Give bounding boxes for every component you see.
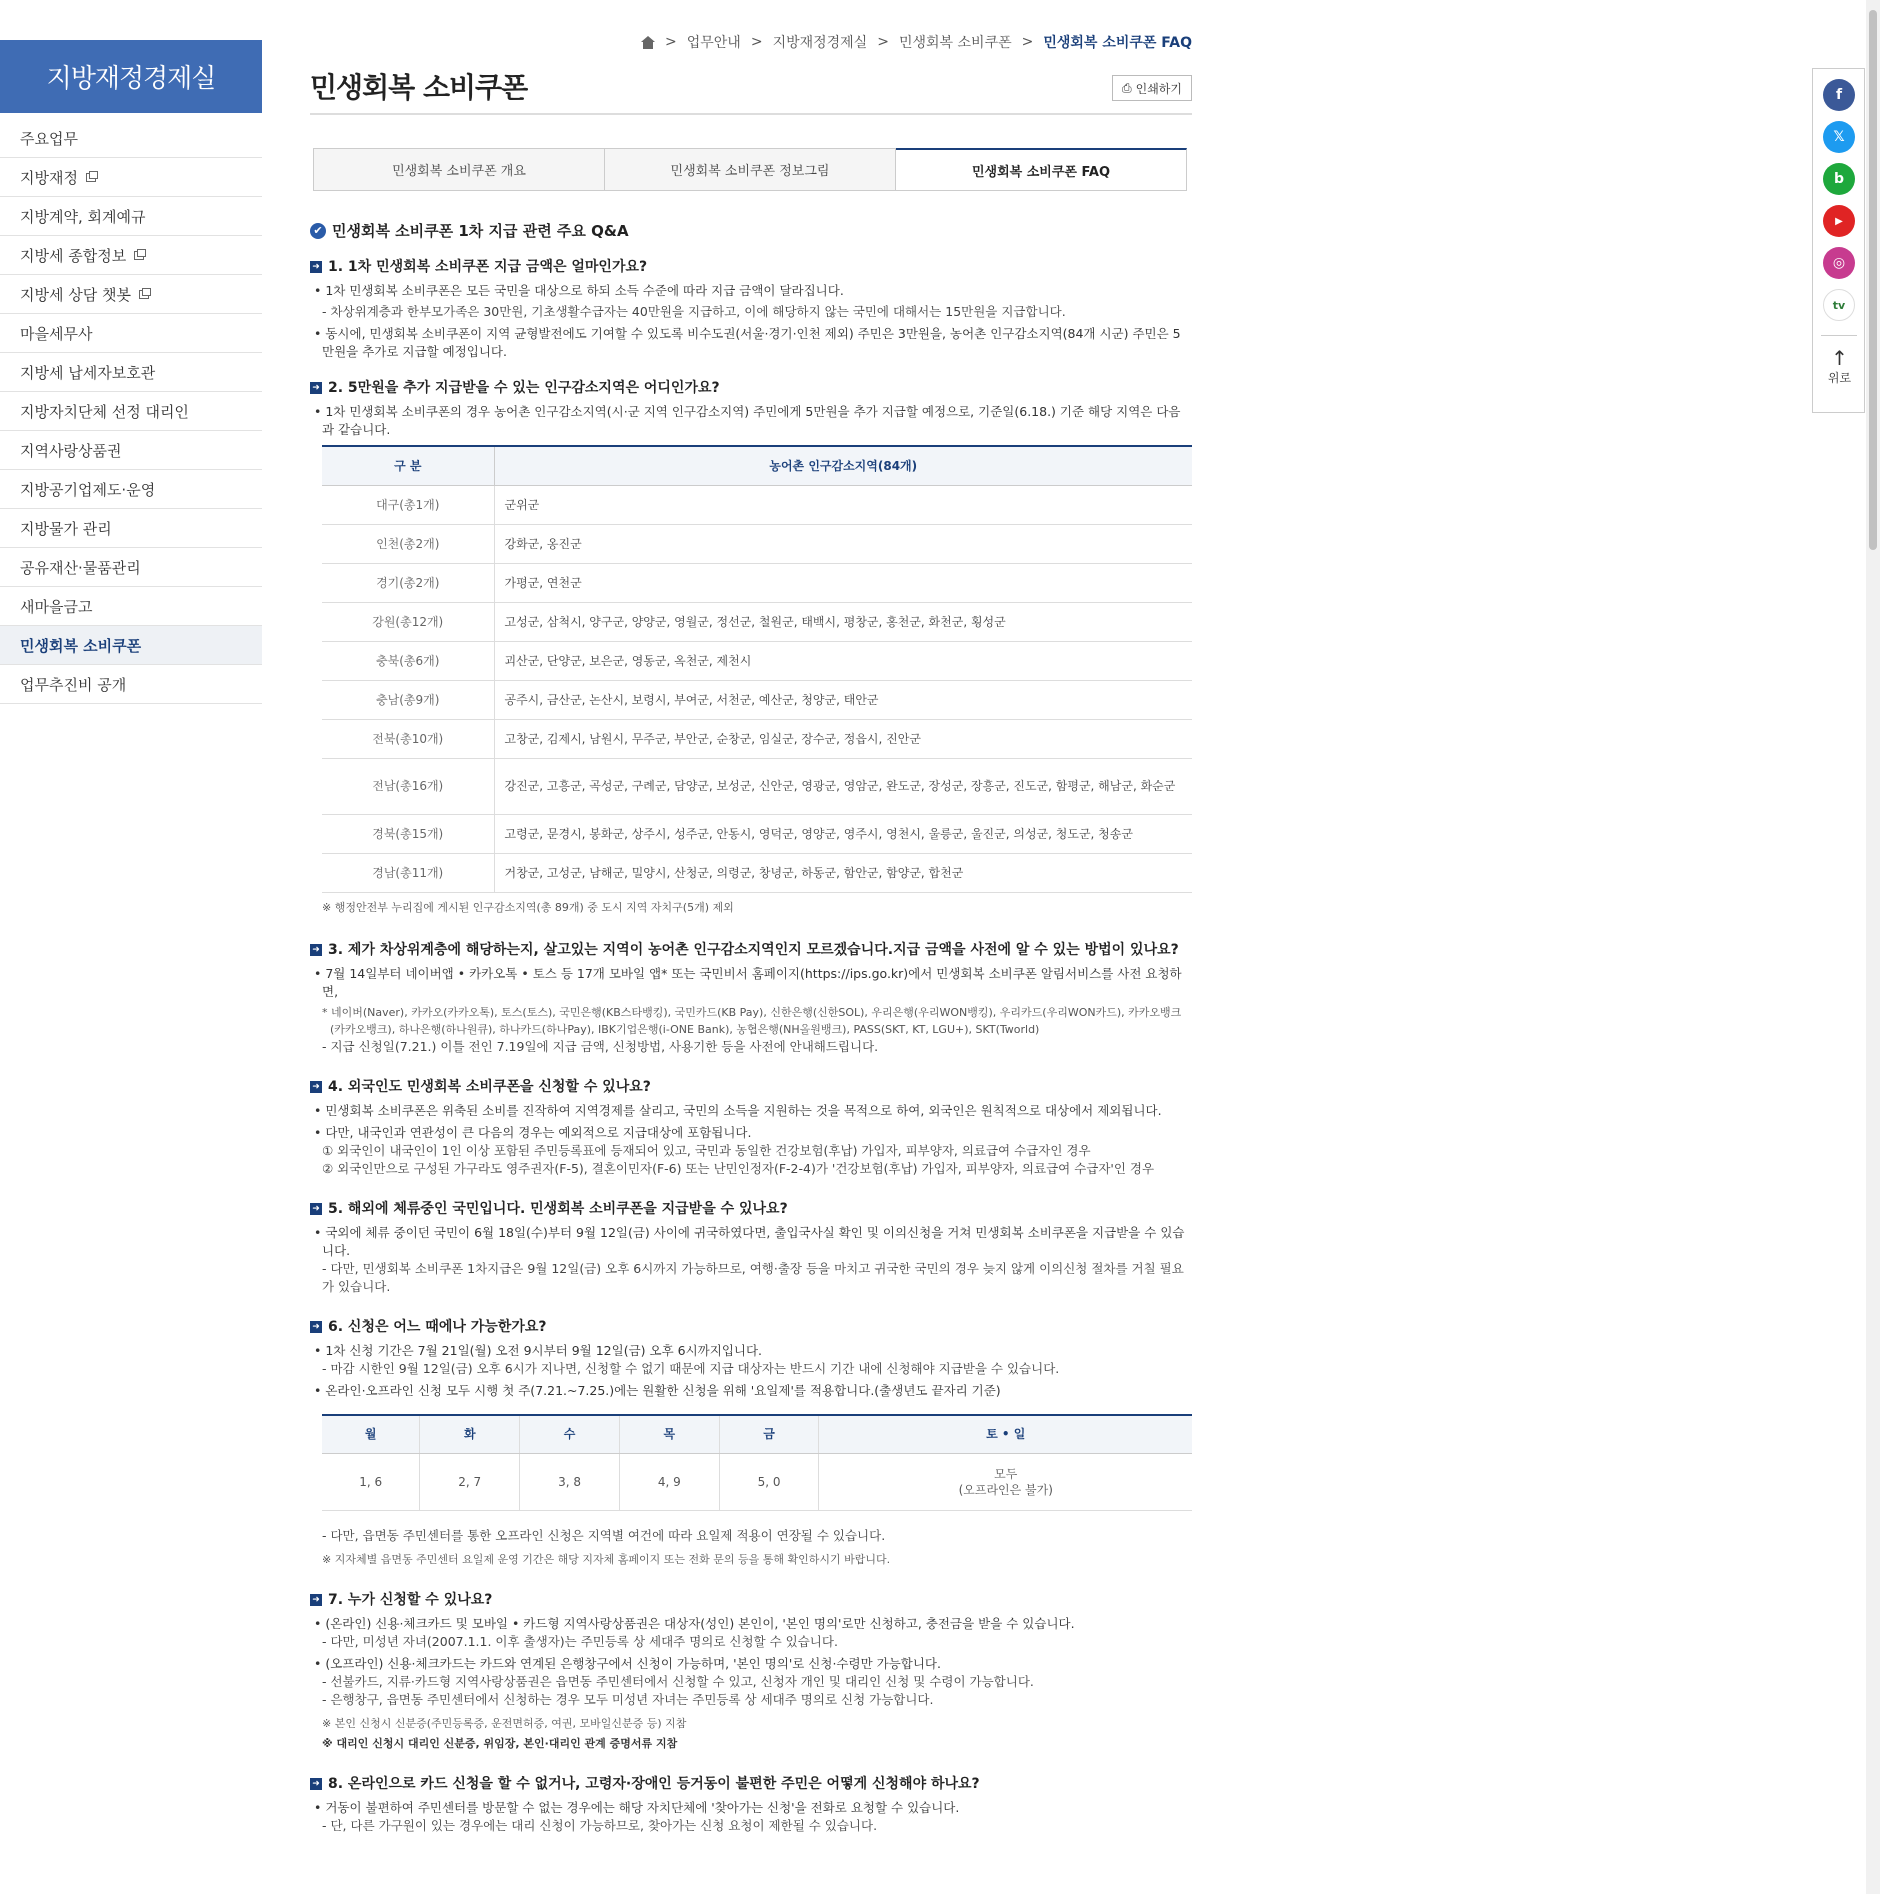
question-4 bbox=[310, 1078, 1192, 1096]
table-row bbox=[322, 1454, 1192, 1511]
sidebar-item-label: 지방계약, 회계예규 bbox=[20, 207, 146, 226]
column-header: 구 분 bbox=[322, 446, 494, 485]
question-title: 5. 해외에 체류중인 국민입니다. 민생회복 소비쿠폰을 지급받을 수 있나요? bbox=[328, 1200, 788, 1217]
column-header: 수 bbox=[520, 1415, 620, 1454]
instagram-glyph: ◎ bbox=[1832, 255, 1846, 271]
sidebar-item-agent[interactable] bbox=[0, 392, 262, 431]
x-twitter-icon[interactable] bbox=[1823, 121, 1855, 153]
region-list: 군위군 bbox=[494, 485, 1192, 524]
answer-subtext: - 다만, 민생회복 소비쿠폰 1차지급은 9월 12일(금) 오후 6시까지 가능하므로, 여행·출장 등을 마치고 귀국한 국민의 경우 늦지 않게 이의신청 절차를 거칠 필요가 있습니다. bbox=[322, 1260, 1184, 1294]
printer-icon: ⎙ bbox=[1122, 80, 1132, 95]
answer-subtext: ② 외국인만으로 구성된 가구라도 영주권자(F-5), 결혼이민자(F-6) 또는 난민인정자(F-2-4)가 '건강보험(후납) 가입자, 피부양자, 의료급여 수급자'인 경우 bbox=[322, 1160, 1155, 1176]
arrow-box-icon: ➜ bbox=[310, 1321, 322, 1333]
question-title: 1. 1차 민생회복 소비쿠폰 지급 금액은 얼마인가요? bbox=[328, 259, 648, 275]
blog-icon[interactable] bbox=[1823, 163, 1855, 195]
region-name: 경북(총15개) bbox=[322, 814, 494, 853]
question-title: 4. 외국인도 민생회복 소비쿠폰을 신청할 수 있나요? bbox=[328, 1078, 651, 1095]
print-label: 인쇄하기 bbox=[1135, 81, 1182, 96]
breadcrumb-item[interactable]: 민생회복 소비쿠폰 bbox=[898, 35, 1012, 51]
arrow-box-icon: ➜ bbox=[310, 261, 322, 273]
region-list: 고령군, 문경시, 봉화군, 상주시, 성주군, 안동시, 영덕군, 영양군, 영주시, 영천시, 울릉군, 울진군, 의성군, 청도군, 청송군 bbox=[494, 814, 1192, 853]
arrow-box-icon: ➜ bbox=[310, 944, 322, 956]
answer-text: • 1차 민생회복 소비쿠폰은 모든 국민을 대상으로 하되 소득 수준에 따라 지급 금액이 달라집니다. bbox=[314, 283, 844, 298]
scroll-top-label: 위로 bbox=[1827, 371, 1852, 385]
print-button[interactable] bbox=[1112, 75, 1192, 101]
tv-icon[interactable] bbox=[1823, 289, 1855, 321]
scrollbar-thumb[interactable] bbox=[1869, 10, 1877, 550]
sidebar-item-local-finance[interactable] bbox=[0, 158, 262, 197]
region-list: 강진군, 고흥군, 곡성군, 구례군, 담양군, 보성군, 신안군, 영광군, 영암군, 완도군, 장성군, 장흥군, 진도군, 함평군, 해남군, 화순군 bbox=[494, 758, 1192, 814]
sidebar bbox=[0, 40, 262, 704]
answer-subtext: ① 외국인이 내국인이 1인 이상 포함된 주민등록표에 등재되어 있고, 국민과 동일한 건강보험(후납) 가입자, 피부양자, 의료급여 수급자인 경우 bbox=[322, 1142, 1091, 1158]
region-list: 강화군, 옹진군 bbox=[494, 524, 1192, 563]
sidebar-item-label: 지방자치단체 선정 대리인 bbox=[20, 402, 189, 421]
sidebar-item-label: 민생회복 소비쿠폰 bbox=[20, 636, 142, 655]
share-bar bbox=[1812, 68, 1865, 413]
column-header: 화 bbox=[420, 1415, 520, 1454]
sidebar-item-contracts[interactable] bbox=[0, 197, 262, 236]
region-name: 인천(총2개) bbox=[322, 524, 494, 563]
table-row bbox=[322, 814, 1192, 853]
region-list: 가평군, 연천군 bbox=[494, 563, 1192, 602]
region-list: 고창군, 김제시, 남원시, 무주군, 부안군, 순창군, 임실군, 장수군, 정읍시, 진안군 bbox=[494, 719, 1192, 758]
answer-subtext: - 지급 신청일(7.21.) 이틀 전인 7.19일에 지급 금액, 신청방법, 사용기한 등을 사전에 안내해드립니다. bbox=[322, 1038, 879, 1054]
region-list: 고성군, 삼척시, 양구군, 양양군, 영월군, 정선군, 철원군, 태백시, 평창군, 홍천군, 화천군, 횡성군 bbox=[494, 602, 1192, 641]
sidebar-item-label: 지역사랑상품권 bbox=[20, 441, 122, 460]
answer-subtext: - 다만, 미성년 자녀(2007.1.1. 이후 출생자)는 주민등록 상 세대주 명의로 신청할 수 있습니다. bbox=[322, 1634, 838, 1649]
question-5 bbox=[310, 1200, 1192, 1218]
table-row bbox=[322, 680, 1192, 719]
section-title: 민생회복 소비쿠폰 1차 지급 관련 주요 Q&A bbox=[332, 222, 629, 240]
tv-label: tv bbox=[1832, 298, 1846, 312]
instagram-icon[interactable] bbox=[1823, 247, 1855, 279]
cell-subtext: (오프라인은 불가) bbox=[958, 1483, 1053, 1497]
answer-text: • 7월 14일부터 네이버앱 • 카카오톡 • 토스 등 17개 모바일 앱* 또는 국민비서 홈페이지(https://ips.go.kr)에서 민생회복 소비쿠폰 알림서비스를 사전 요청하면, bbox=[314, 965, 1182, 999]
table-cell: 5, 0 bbox=[719, 1454, 819, 1511]
breadcrumb bbox=[641, 32, 1192, 52]
sidebar-item-label: 주요업무 bbox=[20, 129, 78, 148]
sidebar-item-taxpayer-protection[interactable] bbox=[0, 353, 262, 392]
blog-glyph: b bbox=[1833, 171, 1845, 187]
arrow-box-icon: ➜ bbox=[310, 1203, 322, 1215]
region-list: 공주시, 금산군, 논산시, 보령시, 부여군, 서천군, 예산군, 청양군, 태안군 bbox=[494, 680, 1192, 719]
region-name: 충북(총6개) bbox=[322, 641, 494, 680]
column-header: 농어촌 인구감소지역(84개) bbox=[494, 446, 1192, 485]
table-row bbox=[322, 524, 1192, 563]
scroll-top-button[interactable] bbox=[1813, 347, 1866, 386]
sidebar-item-public-enterprise[interactable] bbox=[0, 470, 262, 509]
title-divider bbox=[310, 113, 1192, 115]
new-window-icon bbox=[134, 251, 144, 260]
youtube-icon[interactable] bbox=[1823, 205, 1855, 237]
sidebar-item-property[interactable] bbox=[0, 548, 262, 587]
tab-infographic[interactable]: 민생회복 소비쿠폰 정보그림 bbox=[605, 148, 896, 191]
table-cell: 2, 7 bbox=[420, 1454, 520, 1511]
answer-subtext: - 마감 시한인 9월 12일(금) 오후 6시가 지나면, 신청할 수 없기 때문에 지급 대상자는 반드시 기간 내에 신청해야 지급받을 수 있습니다. bbox=[322, 1360, 1060, 1376]
region-name: 강원(총12개) bbox=[322, 602, 494, 641]
tab-bar bbox=[313, 148, 1187, 191]
sidebar-item-saemaul[interactable] bbox=[0, 587, 262, 626]
answer-subtext: - 단, 다른 가구원이 있는 경우에는 대리 신청이 가능하므로, 찾아가는 신청 요청이 제한될 수 있습니다. bbox=[322, 1818, 878, 1833]
breadcrumb-item[interactable]: 지방재정경제실 bbox=[772, 35, 868, 51]
question-8 bbox=[310, 1775, 1192, 1793]
answer-text: • 거동이 불편하여 주민센터를 방문할 수 없는 경우에는 해당 자치단체에 '찾아가는 신청'을 전화로 요청할 수 있습니다. bbox=[314, 1800, 960, 1815]
weekday-table bbox=[322, 1414, 1192, 1512]
check-circle-icon: ✔ bbox=[310, 223, 326, 239]
sidebar-item-label: 지방세 상담 챗봇 bbox=[20, 285, 131, 304]
sidebar-title: 지방재정경제실 bbox=[0, 40, 262, 113]
question-3 bbox=[310, 941, 1192, 959]
answer-text: • 1차 신청 기간은 7월 21일(월) 오전 9시부터 9월 12일(금) 오후 6시까지입니다. bbox=[314, 1342, 763, 1358]
cell-text: 모두 bbox=[994, 1467, 1018, 1481]
table-row bbox=[322, 485, 1192, 524]
answer-text: • (오프라인) 신용·체크카드는 카드와 연계된 은행창구에서 신청이 가능하며, '본인 명의'로 신청·수령만 가능합니다. bbox=[314, 1656, 941, 1671]
faq-content bbox=[310, 222, 1192, 1835]
region-name: 전북(총10개) bbox=[322, 719, 494, 758]
table-row bbox=[322, 719, 1192, 758]
sidebar-item-label: 지방재정 bbox=[20, 168, 78, 187]
arrow-box-icon: ➜ bbox=[310, 1081, 322, 1093]
answer-note: ※ 대리인 신청시 대리인 신분증, 위임장, 본인·대리인 관계 증명서류 지참 bbox=[322, 1737, 678, 1750]
breadcrumb-separator: > bbox=[664, 34, 677, 50]
home-icon[interactable] bbox=[641, 36, 655, 49]
question-title: 7. 누가 신청할 수 있나요? bbox=[328, 1592, 493, 1608]
table-row bbox=[322, 641, 1192, 680]
region-name: 대구(총1개) bbox=[322, 485, 494, 524]
column-header: 목 bbox=[619, 1415, 719, 1454]
region-list: 괴산군, 단양군, 보은군, 영동군, 옥천군, 제천시 bbox=[494, 641, 1192, 680]
table-cell: 3, 8 bbox=[520, 1454, 620, 1511]
breadcrumb-separator: > bbox=[1021, 34, 1034, 50]
sidebar-item-label: 지방공기업제도·운영 bbox=[20, 480, 156, 499]
table-row bbox=[322, 853, 1192, 892]
answer-text: • 1차 민생회복 소비쿠폰의 경우 농어촌 인구감소지역(시·군 지역 인구감소지역) 주민에게 5만원을 추가 지급할 예정으로, 기준일(6.18.) 기준 해당 지역은 다음과 같습니다. bbox=[314, 404, 1181, 437]
new-window-icon bbox=[86, 173, 96, 182]
tab-overview[interactable]: 민생회복 소비쿠폰 개요 bbox=[313, 148, 605, 191]
table-cell: 4, 9 bbox=[619, 1454, 719, 1511]
answer-text: • 민생회복 소비쿠폰은 위축된 소비를 진작하여 지역경제를 살리고, 국민의 소득을 지원하는 것을 목적으로 하여, 외국인은 원칙적으로 대상에서 제외됩니다. bbox=[314, 1102, 1162, 1118]
question-7 bbox=[310, 1591, 1192, 1609]
arrow-box-icon: ➜ bbox=[310, 1594, 322, 1606]
sidebar-item-label: 지방세 종합정보 bbox=[20, 246, 127, 265]
sidebar-item-label: 새마을금고 bbox=[20, 597, 93, 616]
sidebar-item-consumption-coupon[interactable] bbox=[0, 626, 262, 665]
answer-note: ※ 본인 신청시 신분증(주민등록증, 운전면허증, 여권, 모바일신분증 등) 지참 bbox=[322, 1717, 687, 1730]
table-row bbox=[322, 563, 1192, 602]
youtube-glyph: ▶ bbox=[1835, 215, 1843, 227]
footnote-text: (카카오뱅크), 하나은행(하나원큐), 하나카드(하나Pay), IBK기업은행(i-ONE Bank), 농협은행(NH올원뱅크), PASS(SKT, KT, LGU+), SKT(Tworld) bbox=[330, 1022, 1040, 1036]
new-window-icon bbox=[139, 290, 149, 299]
answer-subtext: - 다만, 읍면동 주민센터를 통한 오프라인 신청은 지역별 여건에 따라 요일제 적용이 연장될 수 있습니다. bbox=[322, 1528, 886, 1543]
region-list: 거창군, 고성군, 남해군, 밀양시, 산청군, 의령군, 창녕군, 하동군, 함안군, 함양군, 합천군 bbox=[494, 853, 1192, 892]
region-table bbox=[322, 445, 1192, 893]
table-header-row bbox=[322, 446, 1192, 485]
breadcrumb-item[interactable]: 업무안내 bbox=[686, 35, 741, 51]
answer-subtext: - 선불카드, 지류·카드형 지역사랑상품권은 읍면동 주민센터에서 신청할 수 있고, 신청자 개인 및 대리인 신청 및 수령이 가능합니다. bbox=[322, 1674, 1034, 1689]
sidebar-item-label: 마을세무사 bbox=[20, 324, 93, 343]
answer-subtext: - 은행창구, 읍면동 주민센터에서 신청하는 경우 모두 미성년 자녀는 주민등록 상 세대주 명의로 신청 가능합니다. bbox=[322, 1692, 934, 1707]
section-heading bbox=[310, 222, 1192, 240]
table-cell: 1, 6 bbox=[322, 1454, 420, 1511]
breadcrumb-current: 민생회복 소비쿠폰 FAQ bbox=[1043, 35, 1192, 51]
question-title: 8. 온라인으로 카드 신청을 할 수 없거나, 고령자·장애인 등거동이 불편한 주민은 어떻게 신청해야 하나요? bbox=[328, 1776, 980, 1792]
page-title: 민생회복 소비쿠폰 bbox=[310, 71, 528, 104]
region-name: 경기(총2개) bbox=[322, 563, 494, 602]
table-header-row bbox=[322, 1415, 1192, 1454]
sidebar-item-price[interactable] bbox=[0, 509, 262, 548]
table-row bbox=[322, 758, 1192, 814]
arrow-box-icon: ➜ bbox=[310, 1778, 322, 1790]
region-name: 충남(총9개) bbox=[322, 680, 494, 719]
sidebar-item-local-voucher[interactable] bbox=[0, 431, 262, 470]
sidebar-item-main-tasks[interactable] bbox=[0, 119, 262, 158]
sidebar-item-label: 지방세 납세자보호관 bbox=[20, 363, 156, 382]
answer-note: ※ 지자체별 읍면동 주민센터 요일제 운영 기간은 해당 지자체 홈페이지 또는 전화 문의 등을 통해 확인하시기 바랍니다. bbox=[322, 1553, 891, 1566]
tab-faq[interactable]: 민생회복 소비쿠폰 FAQ bbox=[896, 148, 1187, 191]
region-name: 전남(총16개) bbox=[322, 758, 494, 814]
column-header: 금 bbox=[719, 1415, 819, 1454]
facebook-glyph: f bbox=[1835, 87, 1843, 103]
table-note: ※ 행정안전부 누리집에 게시된 인구감소지역(총 89개) 중 도시 지역 자치구(5개) 제외 bbox=[322, 900, 734, 914]
x-glyph: 𝕏 bbox=[1833, 129, 1845, 145]
scrollbar[interactable] bbox=[1866, 0, 1880, 1894]
sidebar-item-tax-chatbot[interactable] bbox=[0, 275, 262, 314]
question-title: 6. 신청은 어느 때에나 가능한가요? bbox=[328, 1318, 547, 1335]
sidebar-item-local-tax-info[interactable] bbox=[0, 236, 262, 275]
answer-text: • 동시에, 민생회복 소비쿠폰이 지역 균형발전에도 기여할 수 있도록 비수도권(서울·경기·인천 제외) 주민은 3만원을, 농어촌 인구감소지역(84개 시군) 주민은 5만원을 추가로 지급할 예정입니다. bbox=[314, 326, 1181, 359]
answer-subtext: - 차상위계층과 한부모가족은 30만원, 기초생활수급자는 40만원을 지급하고, 이에 해당하지 않는 국민에 대해서는 15만원을 지급합니다. bbox=[322, 304, 1066, 319]
arrow-box-icon: ➜ bbox=[310, 382, 322, 394]
table-cell bbox=[819, 1454, 1192, 1511]
answer-text: • 다만, 내국인과 연관성이 큰 다음의 경우는 예외적으로 지급대상에 포함됩니다. bbox=[314, 1124, 752, 1140]
share-divider bbox=[1821, 335, 1857, 336]
question-title: 3. 제가 차상위계층에 해당하는지, 살고있는 지역이 농어촌 인구감소지역인지 모르겠습니다.지급 금액을 사전에 알 수 있는 방법이 있나요? bbox=[328, 941, 1179, 958]
facebook-icon[interactable] bbox=[1823, 79, 1855, 111]
sidebar-item-label: 지방물가 관리 bbox=[20, 519, 112, 538]
breadcrumb-separator: > bbox=[877, 34, 889, 50]
question-6 bbox=[310, 1318, 1192, 1336]
sidebar-item-expenses[interactable] bbox=[0, 665, 262, 704]
column-header: 토 • 일 bbox=[819, 1415, 1192, 1454]
sidebar-item-label: 업무추진비 공개 bbox=[20, 675, 127, 694]
footnote-text: * 네이버(Naver), 카카오(카카오톡), 토스(토스), 국민은행(KB스타뱅킹), 국민카드(KB Pay), 신한은행(신한SOL), 우리은행(우리WON뱅킹), 우리카드(우리WON카드), 카카오뱅크 bbox=[322, 1005, 1182, 1019]
sidebar-item-village-tax[interactable] bbox=[0, 314, 262, 353]
region-name: 경남(총11개) bbox=[322, 853, 494, 892]
question-2 bbox=[310, 379, 1192, 397]
arrow-up-icon: ↑ bbox=[1831, 346, 1848, 370]
sidebar-item-label: 공유재산·물품관리 bbox=[20, 558, 141, 577]
answer-text: • 온라인·오프라인 신청 모두 시행 첫 주(7.21.~7.25.)에는 원활한 신청을 위해 '요일제'를 적용합니다.(출생년도 끝자리 기준) bbox=[314, 1382, 1001, 1398]
question-1 bbox=[310, 258, 1192, 276]
breadcrumb-separator: > bbox=[750, 34, 763, 50]
table-row bbox=[322, 602, 1192, 641]
sidebar-menu bbox=[0, 119, 262, 704]
answer-text: • 국외에 체류 중이던 국민이 6월 18일(수)부터 9월 12일(금) 사이에 귀국하였다면, 출입국사실 확인 및 이의신청을 거쳐 민생회복 소비쿠폰을 지급받을 수 있습니다. bbox=[314, 1224, 1185, 1258]
answer-text: • (온라인) 신용·체크카드 및 모바일 • 카드형 지역사랑상품권은 대상자(성인) 본인이, '본인 명의'로만 신청하고, 충전금을 받을 수 있습니다. bbox=[314, 1616, 1075, 1631]
question-title: 2. 5만원을 추가 지급받을 수 있는 인구감소지역은 어디인가요? bbox=[328, 380, 720, 396]
column-header: 월 bbox=[322, 1415, 420, 1454]
